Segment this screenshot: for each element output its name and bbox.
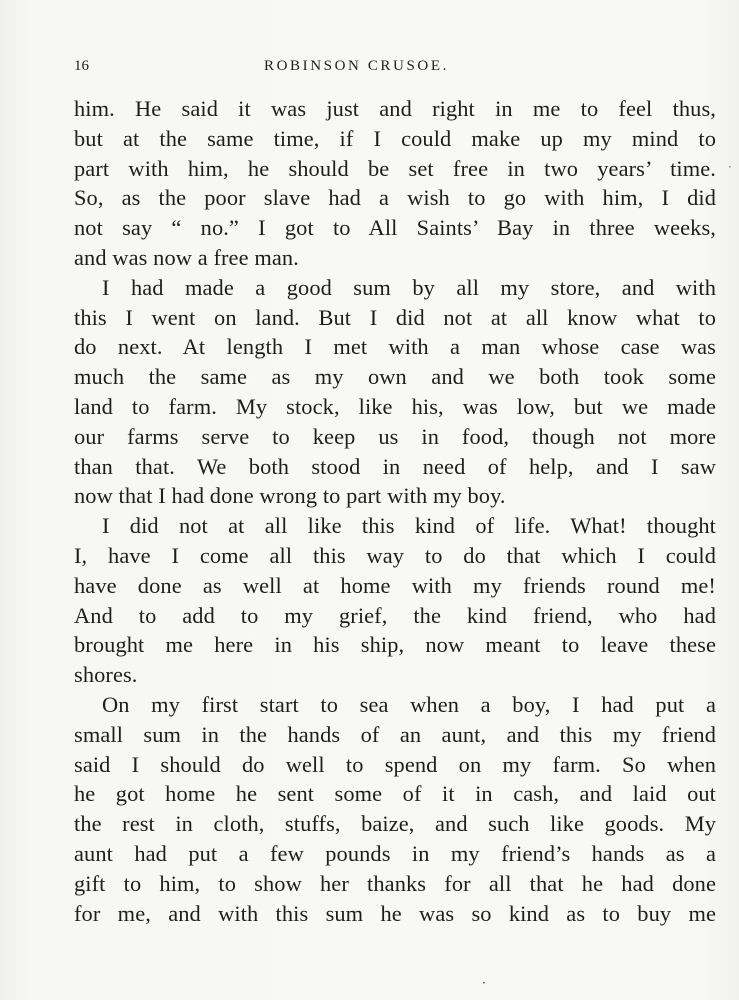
text-line: him. He said it was just and right in me to feel thus,	[74, 96, 716, 121]
text-line: land to farm. My stock, like his, was low, but we made	[74, 393, 716, 419]
text-line: shores.	[74, 662, 138, 688]
text-line: have done as well at home with my friends round me!	[74, 572, 716, 598]
body-text	[74, 94, 716, 928]
text-line: So, as the poor slave had a wish to go with him, I did	[74, 185, 716, 211]
text-line: for me, and with this sum he was so kind as to buy me	[74, 900, 716, 926]
text-line: On my first start to sea when a boy, I had put a	[102, 691, 716, 717]
margin-speck: ·	[728, 160, 732, 174]
running-head	[74, 58, 715, 78]
text-line: our farms serve to keep us in food, though not more	[74, 423, 716, 449]
text-line: not say “ no.” I got to All Saints’ Bay in three weeks,	[74, 215, 716, 241]
text-line: this I went on land. But I did not at all know what to	[74, 304, 716, 330]
text-line: said I should do well to spend on my farm. So when	[74, 751, 716, 777]
text-line: he got home he sent some of it in cash, and laid out	[74, 781, 716, 807]
text-line: part with him, he should be set free in two years’ time.	[74, 155, 716, 181]
footer-speck: ·	[482, 976, 486, 990]
text-line: small sum in the hands of an aunt, and this my friend	[74, 721, 716, 747]
text-line: than that. We both stood in need of help, and I saw	[74, 453, 716, 479]
text-line: I, have I come all this way to do that which I could	[74, 542, 716, 568]
text-line: And to add to my grief, the kind friend, who had	[74, 602, 716, 628]
text-line: I had made a good sum by all my store, and with	[102, 274, 716, 300]
text-line: aunt had put a few pounds in my friend’s hands as a	[74, 840, 716, 866]
text-line: do next. At length I met with a man whose case was	[74, 334, 716, 360]
running-title: ROBINSON CRUSOE.	[264, 58, 449, 74]
text-line: but at the same time, if I could make up my mind to	[74, 125, 716, 151]
page-number: 16	[74, 58, 89, 74]
text-line: gift to him, to show her thanks for all that he had done	[74, 870, 716, 896]
text-line: now that I had done wrong to part with my boy.	[74, 483, 506, 509]
text-line: I did not at all like this kind of life. What! thought	[102, 513, 716, 539]
text-line: the rest in cloth, stuffs, baize, and such like goods. My	[74, 811, 716, 837]
text-line: much the same as my own and we both took some	[74, 364, 716, 390]
text-line: brought me here in his ship, now meant to leave these	[74, 632, 716, 658]
text-line: and was now a free man.	[74, 244, 299, 270]
